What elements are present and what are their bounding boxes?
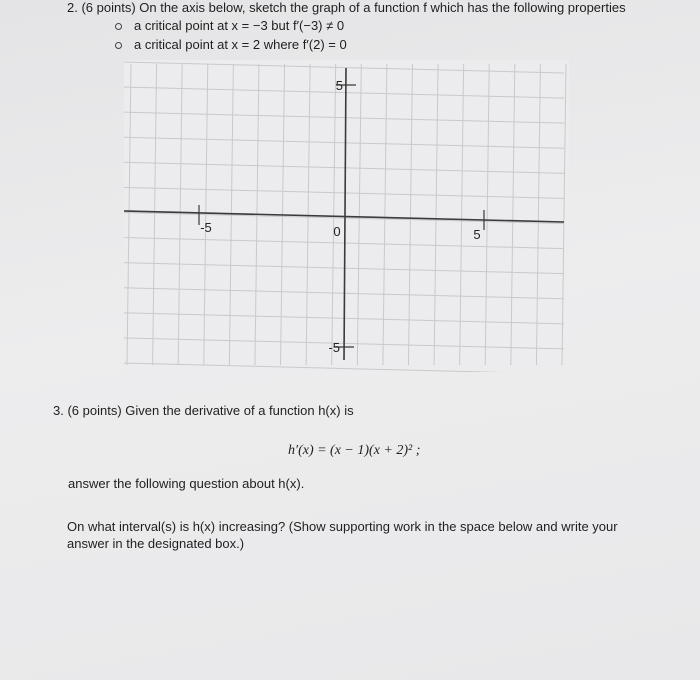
interval-question: On what interval(s) is h(x) increasing? (Show supporting work in the space below and write your answer in the designated box.) — [67, 519, 618, 551]
y-label-neg5: -5 — [328, 340, 340, 355]
property-text-1: a critical point at x = −3 but f′(−3) ≠ 0 — [134, 18, 345, 33]
bullet-circle-icon — [115, 42, 122, 49]
coordinate-grid[interactable] — [124, 60, 569, 372]
bullet-circle-icon — [115, 23, 122, 30]
property-bullet-1 — [115, 18, 344, 33]
y-label-pos5: 5 — [335, 78, 343, 93]
property-bullet-2 — [115, 37, 347, 52]
derivative-formula: h′(x) = (x − 1)(x + 2)² ; — [288, 443, 421, 458]
x-label-pos5: 5 — [473, 227, 481, 242]
x-label-neg5: -5 — [200, 220, 212, 235]
question-2-title: 2. (6 points) On the axis below, sketch the graph of a function f which has the following properties — [67, 0, 626, 15]
answer-prompt: answer the following question about h(x). — [68, 476, 305, 491]
property-text-2: a critical point at x = 2 where f′(2) = 0 — [134, 37, 347, 52]
question-3-title: 3. (6 points) Given the derivative of a function h(x) is — [53, 403, 354, 418]
origin-label: 0 — [333, 224, 341, 239]
